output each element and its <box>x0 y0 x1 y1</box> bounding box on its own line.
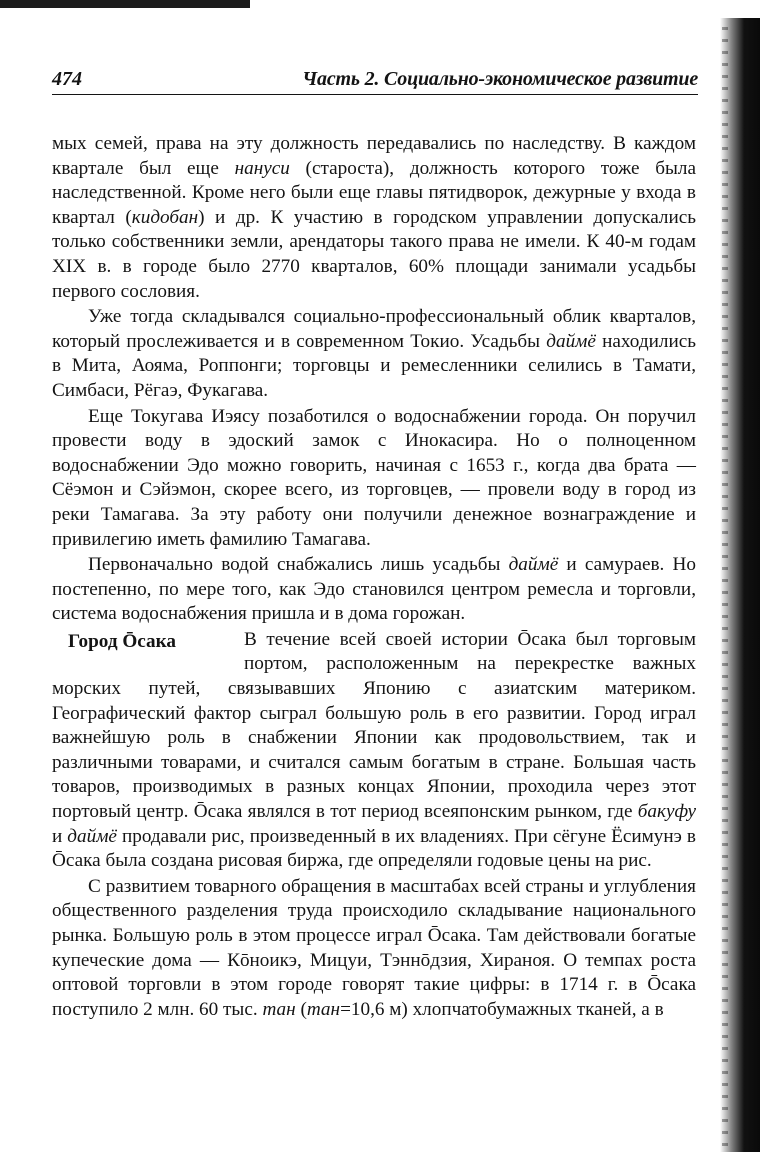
p5-text-c: продавали рис, произведенный в их владениях. При сёгуне Ёсимунэ в Ōсака была создана рисовая биржа, где определяли годовые цены на рис. <box>52 825 696 872</box>
section-heading-osaka: Город Ōсака <box>68 630 176 652</box>
p1-term-kidoban: кидобан <box>131 206 199 228</box>
p5-text-b: и <box>52 825 68 847</box>
p1-text-b: (староста), должность которого тоже была наследственной. Кроме него были еще главы пятидворок, дежурные у входа в квартал ( <box>52 157 697 228</box>
paragraph-3 <box>52 405 696 553</box>
p2-term-daimyo: даймё <box>546 330 596 352</box>
scan-gutter-shadow <box>720 18 760 1152</box>
p6-text-b: ( <box>295 998 307 1020</box>
p5-term-bakufu: бакуфу <box>637 801 696 823</box>
running-title: Часть 2. Социально-экономическое развитие <box>302 68 698 90</box>
p4-term-daimyo: даймё <box>508 554 559 576</box>
paragraph-6 <box>52 875 696 1023</box>
p5-text-a: В течение всей своей истории Ōсака был торговым портом, расположенным на перекрестке важных морских путей, связывавших Японию с азиатским материком. Географический фактор сыграл большую роль в его развитии. Город играл важнейшую роль в снабжении Японии как продовольствием, так и различными товарами, и считался самым богатым в стране. Большая часть товаров, производимых в разных концах Японии, проходила через этот портовый центр. Ōсака являлся в тот период всеяпонским рынком, где <box>52 628 696 823</box>
p6-text-a: С развитием товарного обращения в масштабах всей страны и углубления общественного разделения труда происходило складывание национального рынка. Большую роль в этом процессе играл Ōсака. Там действовали богатые купеческие дома — Кōноикэ, Мицуи, Тэннōдзия, Хираноя. О темпах роста оптовой торговли в этом городе говорят такие цифры: в 1714 г. в Ōсака поступило 2 млн. 60 тыс. <box>52 875 696 1020</box>
p5-term-daimyo: даймё <box>67 825 117 847</box>
p6-text-c: =10,6 м) хлопчатобумажных тканей, а в <box>340 998 664 1020</box>
body-text <box>52 132 696 1023</box>
p1-text-c: ) и др. К участию в городском управлении допускались только собственники земли, арендаторы такого права не имели. К 40-м годам XIX в. в городе было 2770 кварталов, 60% площади занимали усадьбы первого сословия. <box>52 206 696 302</box>
p6-term-tan: тан <box>262 998 296 1020</box>
p2-text-b: находились в Мита, Аояма, Роппонги; торговцы и ремесленники селились в Тамати, Симбаси, Рёгаэ, Фукагава. <box>52 330 696 401</box>
p3-text: Еще Токугава Иэясу позаботился о водоснабжении города. Он поручил провести воду в эдоский замок с Инокасира. Но о полноценном водоснабжении Эдо можно говорить, начиная с 1653 г., когда два брата — Сёэмон и Сэйэмон, скорее всего, из торговцев, — провели воду в город из реки Тамагава. За эту работу они получили денежное вознаграждение и привилегию иметь фамилию Тамагава. <box>52 405 696 550</box>
p6-term-tan-2: тан <box>306 998 341 1020</box>
p4-text-a: Первоначально водой снабжались лишь усадьбы <box>88 554 509 576</box>
scan-edge-top <box>0 0 250 8</box>
page-number: 474 <box>52 68 82 90</box>
paragraph-5 <box>52 628 696 874</box>
p1-term-nanusi: нануси <box>234 157 290 179</box>
paragraph-1 <box>52 132 696 304</box>
p1-text-a: мых семей, права на эту должность передавались по наследству. В каждом квартале был еще <box>52 133 696 179</box>
p4-text-b: и самураев. Но постепенно, по мере того, как Эдо становился центром ремесла и торговли, система водоснабжения пришла и в дома горожан. <box>52 554 696 625</box>
paragraph-4 <box>52 553 696 627</box>
page-header <box>52 66 698 95</box>
paragraph-2 <box>52 305 696 403</box>
p2-text-a: Уже тогда складывался социально-профессиональный облик кварталов, который прослеживается и в современном Токио. Усадьбы <box>52 306 696 352</box>
